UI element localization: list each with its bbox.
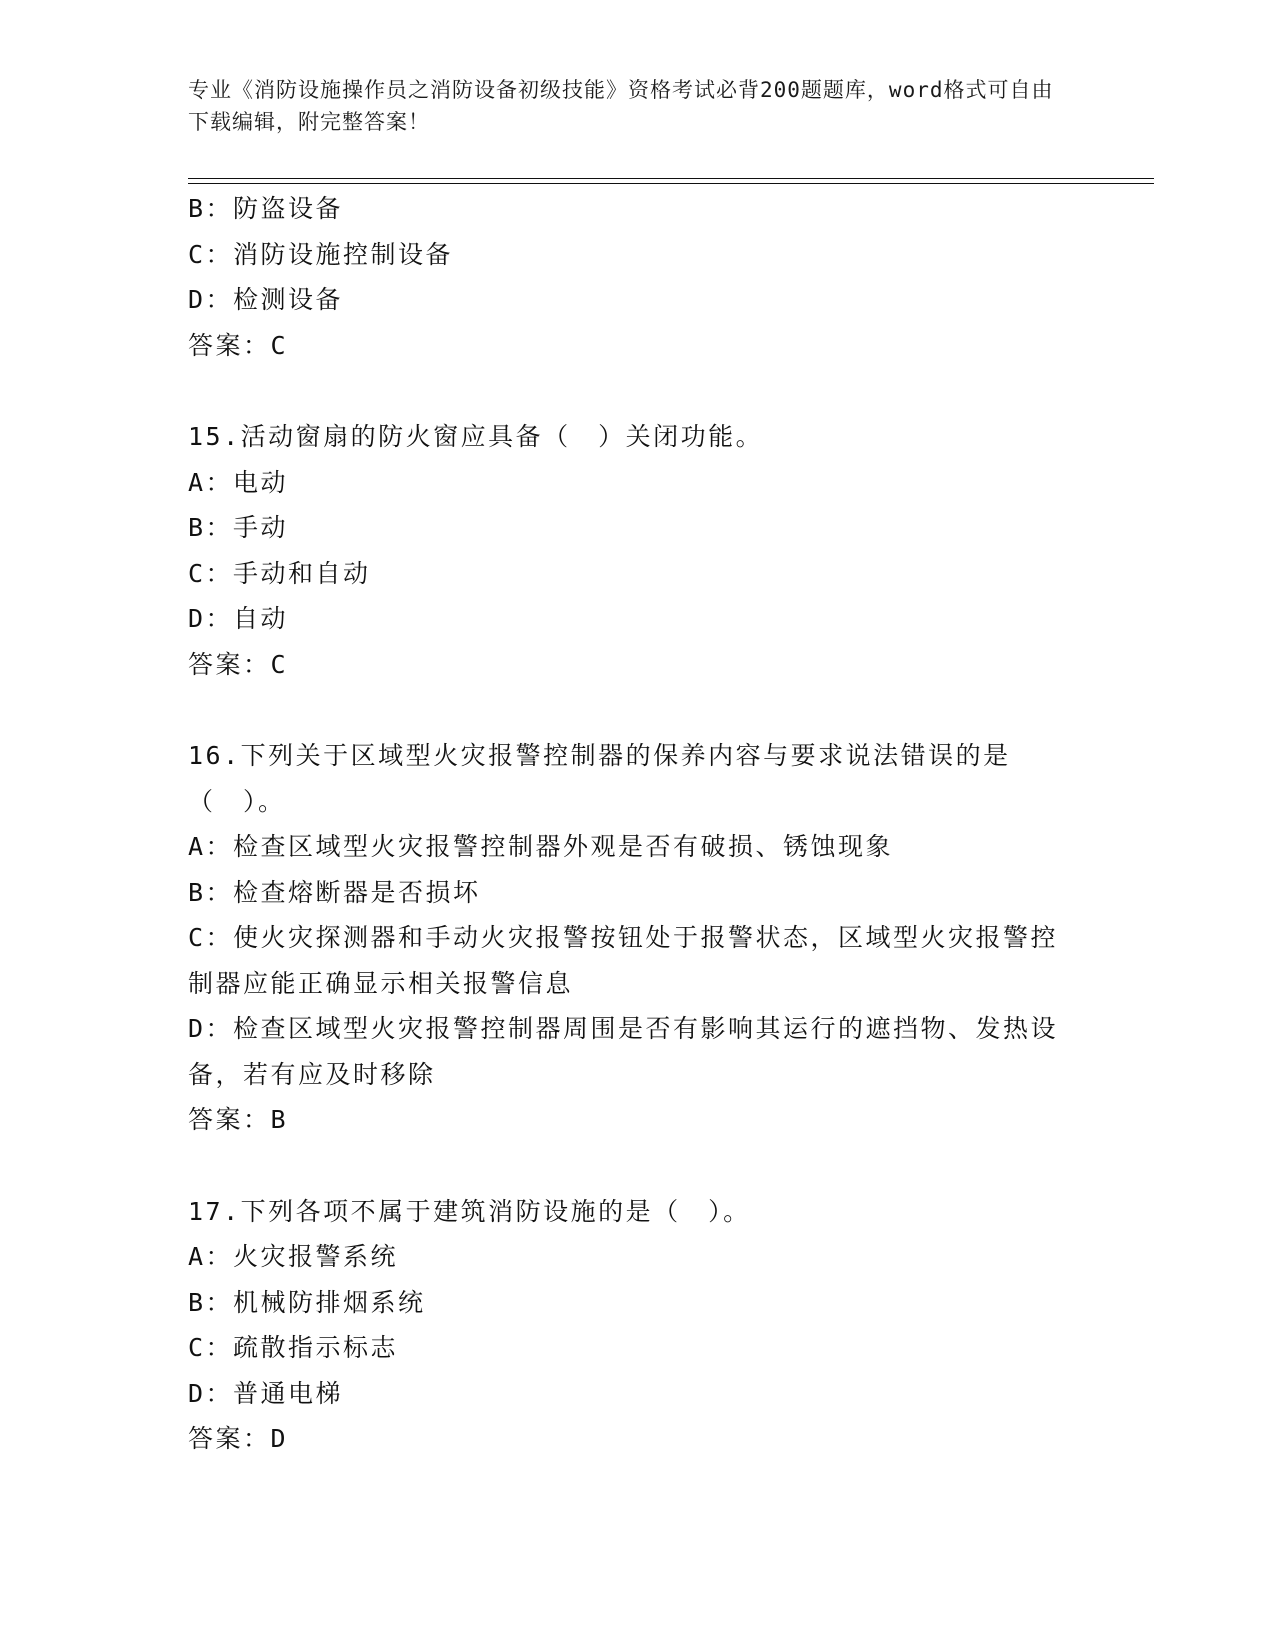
question-stem: 16.下列关于区域型火灾报警控制器的保养内容与要求说法错误的是（ ）。 xyxy=(188,741,1011,816)
option-b: B：检查熔断器是否损坏 xyxy=(188,877,481,907)
option-d: D：普通电梯 xyxy=(188,1378,344,1408)
question-stem: 17.下列各项不属于建筑消防设施的是（ ）。 xyxy=(188,1196,751,1226)
option-b: B：防盗设备 xyxy=(188,194,344,223)
option-a: A：检查区域型火灾报警控制器外观是否有破损、锈蚀现象 xyxy=(188,832,894,861)
option-c: C：疏散指示标志 xyxy=(188,1333,399,1362)
answer-line: 答案：C xyxy=(188,330,289,360)
question-list xyxy=(188,186,1068,1462)
answer-line: 答案：D xyxy=(188,1424,289,1453)
header-divider-bottom xyxy=(188,183,1154,184)
option-b: B：机械防排烟系统 xyxy=(188,1287,426,1317)
page-header xyxy=(188,74,1068,138)
header-divider-top xyxy=(188,178,1154,179)
question-block-16 xyxy=(188,733,1068,1143)
option-d: D：自动 xyxy=(188,604,289,633)
option-d: D：检查区域型火灾报警控制器周围是否有影响其运行的遮挡物、发热设备，若有应及时移除 xyxy=(188,1014,1059,1089)
spacer xyxy=(188,1143,1068,1189)
option-a: A：火灾报警系统 xyxy=(188,1242,399,1271)
option-b: B：手动 xyxy=(188,513,289,542)
option-d: D：检测设备 xyxy=(188,285,344,314)
option-c: C：手动和自动 xyxy=(188,558,371,588)
question-stem: 15.活动窗扇的防火窗应具备（ ）关闭功能。 xyxy=(188,422,764,451)
spacer xyxy=(188,687,1068,733)
option-c: C：消防设施控制设备 xyxy=(188,239,454,269)
answer-line: 答案：B xyxy=(188,1105,289,1134)
option-a: A：电动 xyxy=(188,467,289,497)
option-c: C：使火灾探测器和手动火灾报警按钮处于报警状态，区域型火灾报警控制器应能正确显示相关报警信息 xyxy=(188,923,1059,998)
question-block-17 xyxy=(188,1189,1068,1462)
question-block-14 xyxy=(188,186,1068,368)
answer-line: 答案：C xyxy=(188,649,289,679)
document-title: 专业《消防设施操作员之消防设备初级技能》资格考试必背200题题库，word格式可自由下载编辑，附完整答案！ xyxy=(188,78,1054,134)
question-block-15 xyxy=(188,414,1068,687)
spacer xyxy=(188,368,1068,414)
